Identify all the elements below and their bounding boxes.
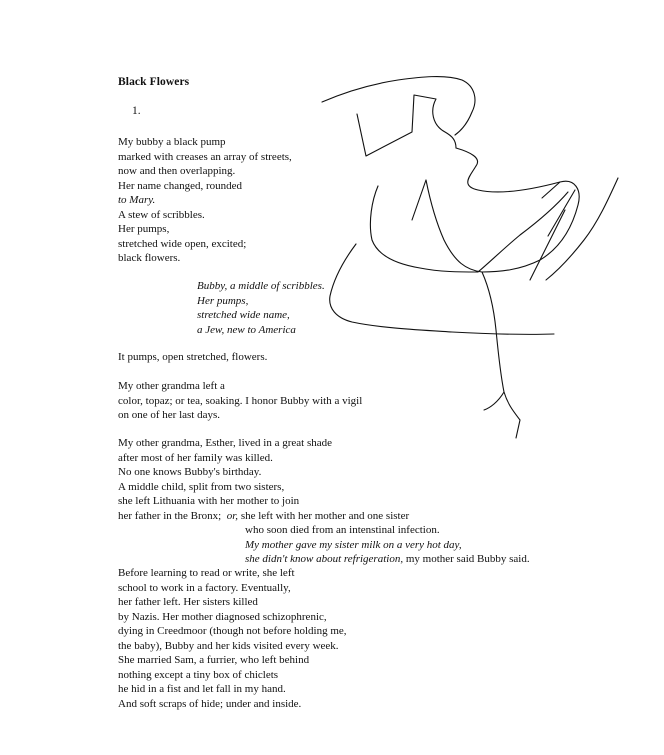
italic-line: a Jew, new to America — [197, 323, 296, 336]
poem-line-bronx — [118, 509, 409, 524]
italic-line: Bubby, a middle of scribbles. — [197, 280, 325, 292]
poem-line: Her pumps, — [118, 223, 170, 235]
poem-line: A middle child, split from two sisters, — [118, 480, 285, 493]
poem-line: color, topaz; or tea, soaking. I honor Bubby with a vigil — [118, 394, 363, 407]
scribble-stroke — [548, 190, 575, 236]
poem-line: the baby), Bubby and her kids visited every week. — [118, 639, 339, 652]
poem-line: It pumps, open stretched, flowers. — [118, 351, 268, 363]
hang-line: who soon died from an intenstinal infection. — [245, 524, 440, 536]
scribble-stroke — [530, 210, 565, 280]
scribble-stroke — [330, 244, 554, 334]
bronx-lead: her father in the Bronx; — [118, 509, 222, 522]
hang-line-italic: My mother gave my sister milk on a very hot day, — [245, 538, 462, 551]
bronx-rest: she left with her mother and one sister — [238, 509, 410, 522]
section-number: 1. — [132, 105, 141, 117]
poem-line: My other grandma left a — [118, 380, 225, 392]
poem-line: black flowers. — [118, 252, 181, 264]
poem-line: No one knows Bubby's birthday. — [118, 466, 262, 478]
scribble-stroke — [482, 272, 520, 438]
poem-line: stretched wide open, excited; — [118, 237, 247, 250]
scribble-stroke — [426, 148, 579, 272]
hang-line-mixed — [245, 552, 530, 567]
scribble-stroke — [370, 186, 478, 272]
italic-line: stretched wide name, — [197, 309, 290, 321]
poem-line: A stew of scribbles. — [118, 208, 205, 221]
poem-line: And soft scraps of hide; under and inside. — [118, 697, 302, 710]
hang-rest: my mother said Bubby said. — [403, 553, 530, 565]
poem-line: My other grandma, Esther, lived in a great shade — [118, 437, 332, 449]
scribble-stroke — [478, 192, 568, 272]
scribble-stroke — [484, 392, 504, 410]
poem-line: school to work in a factory. Eventually, — [118, 581, 291, 594]
poem-line: he hid in a fist and let fall in my hand. — [118, 683, 286, 695]
scribble-stroke — [542, 182, 560, 198]
poem-line: after most of her family was killed. — [118, 451, 273, 464]
italic-line: Her pumps, — [197, 294, 249, 307]
poem-line: her father left. Her sisters killed — [118, 596, 258, 608]
poem-line: by Nazis. Her mother diagnosed schizophrenic, — [118, 610, 327, 623]
poem-line: Before learning to read or write, she left — [118, 567, 295, 579]
poem-line: on one of her last days. — [118, 409, 221, 421]
scribble-stroke — [546, 178, 618, 280]
scribble-stroke — [412, 180, 426, 220]
poem-line: Her name changed, rounded — [118, 179, 243, 192]
poem-line: She married Sam, a furrier, who left behind — [118, 654, 310, 666]
scribble-stroke — [322, 77, 475, 135]
poem-line: My bubby a black pump — [118, 136, 226, 148]
poem-line: dying in Creedmoor (though not before holding me, — [118, 625, 347, 637]
poem-line: now and then overlapping. — [118, 165, 236, 177]
poem-title: Black Flowers — [118, 76, 190, 88]
poem-line: marked with creases an array of streets, — [118, 150, 292, 163]
hang-italic: she didn't know about refrigeration, — [245, 553, 404, 565]
or-italic: or, — [226, 509, 239, 522]
poem-line: nothing except a tiny box of chiclets — [118, 668, 279, 681]
scribble-stroke — [357, 95, 456, 156]
poem-line: she left Lithuania with her mother to join — [118, 495, 300, 507]
poem-line: to Mary. — [118, 194, 156, 206]
